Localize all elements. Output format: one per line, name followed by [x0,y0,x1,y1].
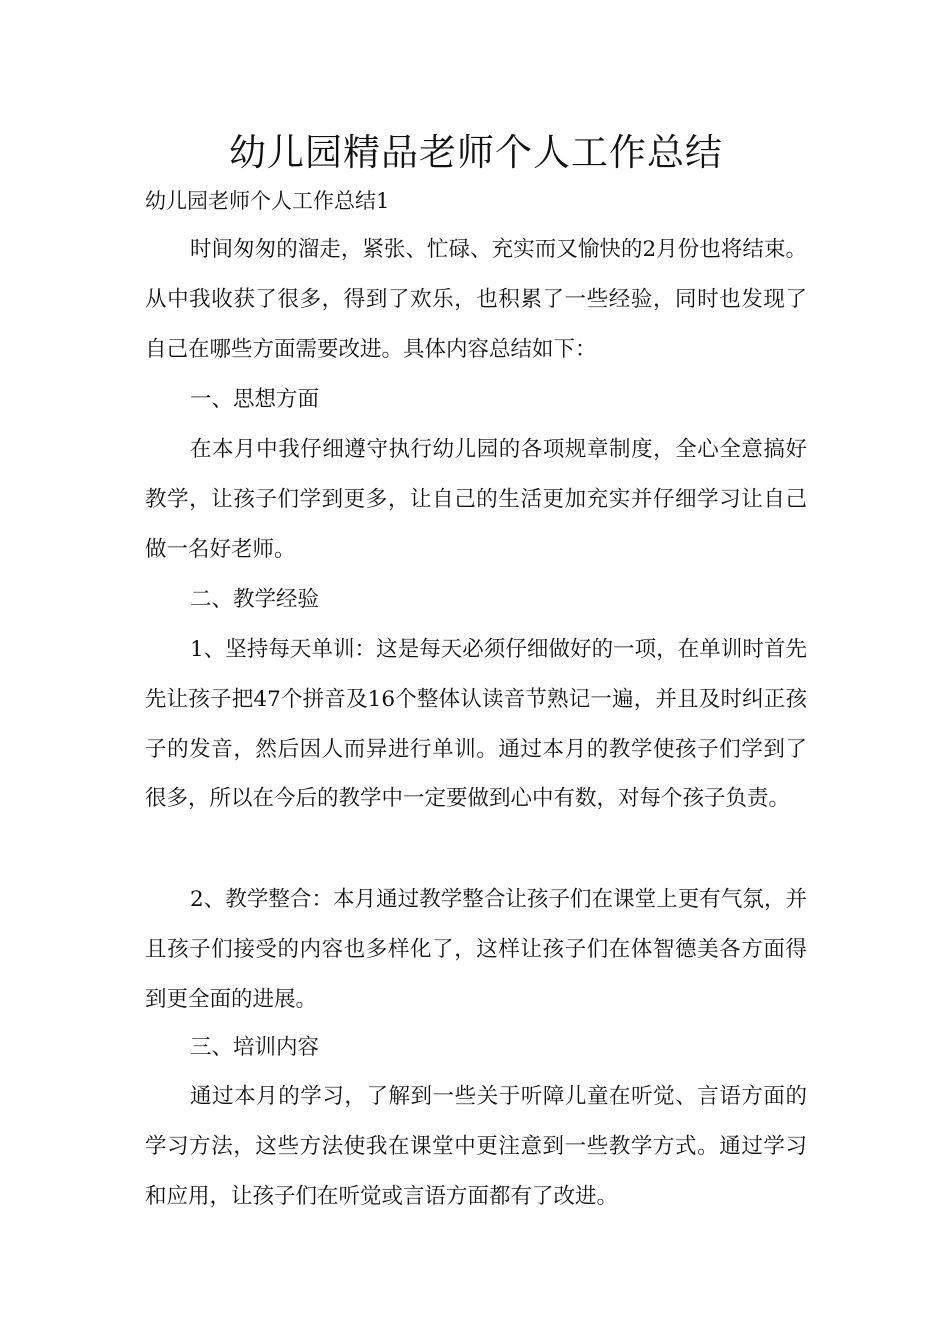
section-paragraph-training: 通过本月的学习，了解到一些关于听障儿童在听觉、言语方面的学习方法，这些方法使我在课堂中更注意到一些教学方式。通过学习和应用，让孩子们在听觉或言语方面都有了改进。 [145,1084,807,1209]
intro-paragraph: 时间匆匆的溜走，紧张、忙碌、充实而又愉快的2月份也将结束。从中我收获了很多，得到了欢乐，也积累了一些经验，同时也发现了自己在哪些方面需要改进。具体内容总结如下： [145,237,807,362]
section-paragraph-thought: 在本月中我仔细遵守执行幼儿园的各项规章制度，全心全意搞好教学，让孩子们学到更多，让自己的生活更加充实并仔细学习让自己做一名好老师。 [145,437,807,562]
section-heading-thought: 一、思想方面 [190,387,320,412]
section-heading-teaching: 二、教学经验 [190,587,320,612]
teaching-item-2: 2、教学整合：本月通过教学整合让孩子们在课堂上更有气氛，并且孩子们接受的内容也多样化了，这样让孩子们在体智德美各方面得到更全面的进展。 [145,887,807,1012]
teaching-item-1: 1、坚持每天单训：这是每天必须仔细做好的一项，在单训时首先先让孩子把47个拼音及16个整体认读音节熟记一遍，并且及时纠正孩子的发音，然后因人而异进行单训。通过本月的教学使孩子们学到了很多，所以在今后的教学中一定要做到心中有数，对每个孩子负责。 [145,637,807,812]
section-heading-training: 三、培训内容 [190,1035,320,1060]
document-subtitle: 幼儿园老师个人工作总结1 [145,189,390,213]
document-title: 幼儿园精品老师个人工作总结 [229,131,723,174]
